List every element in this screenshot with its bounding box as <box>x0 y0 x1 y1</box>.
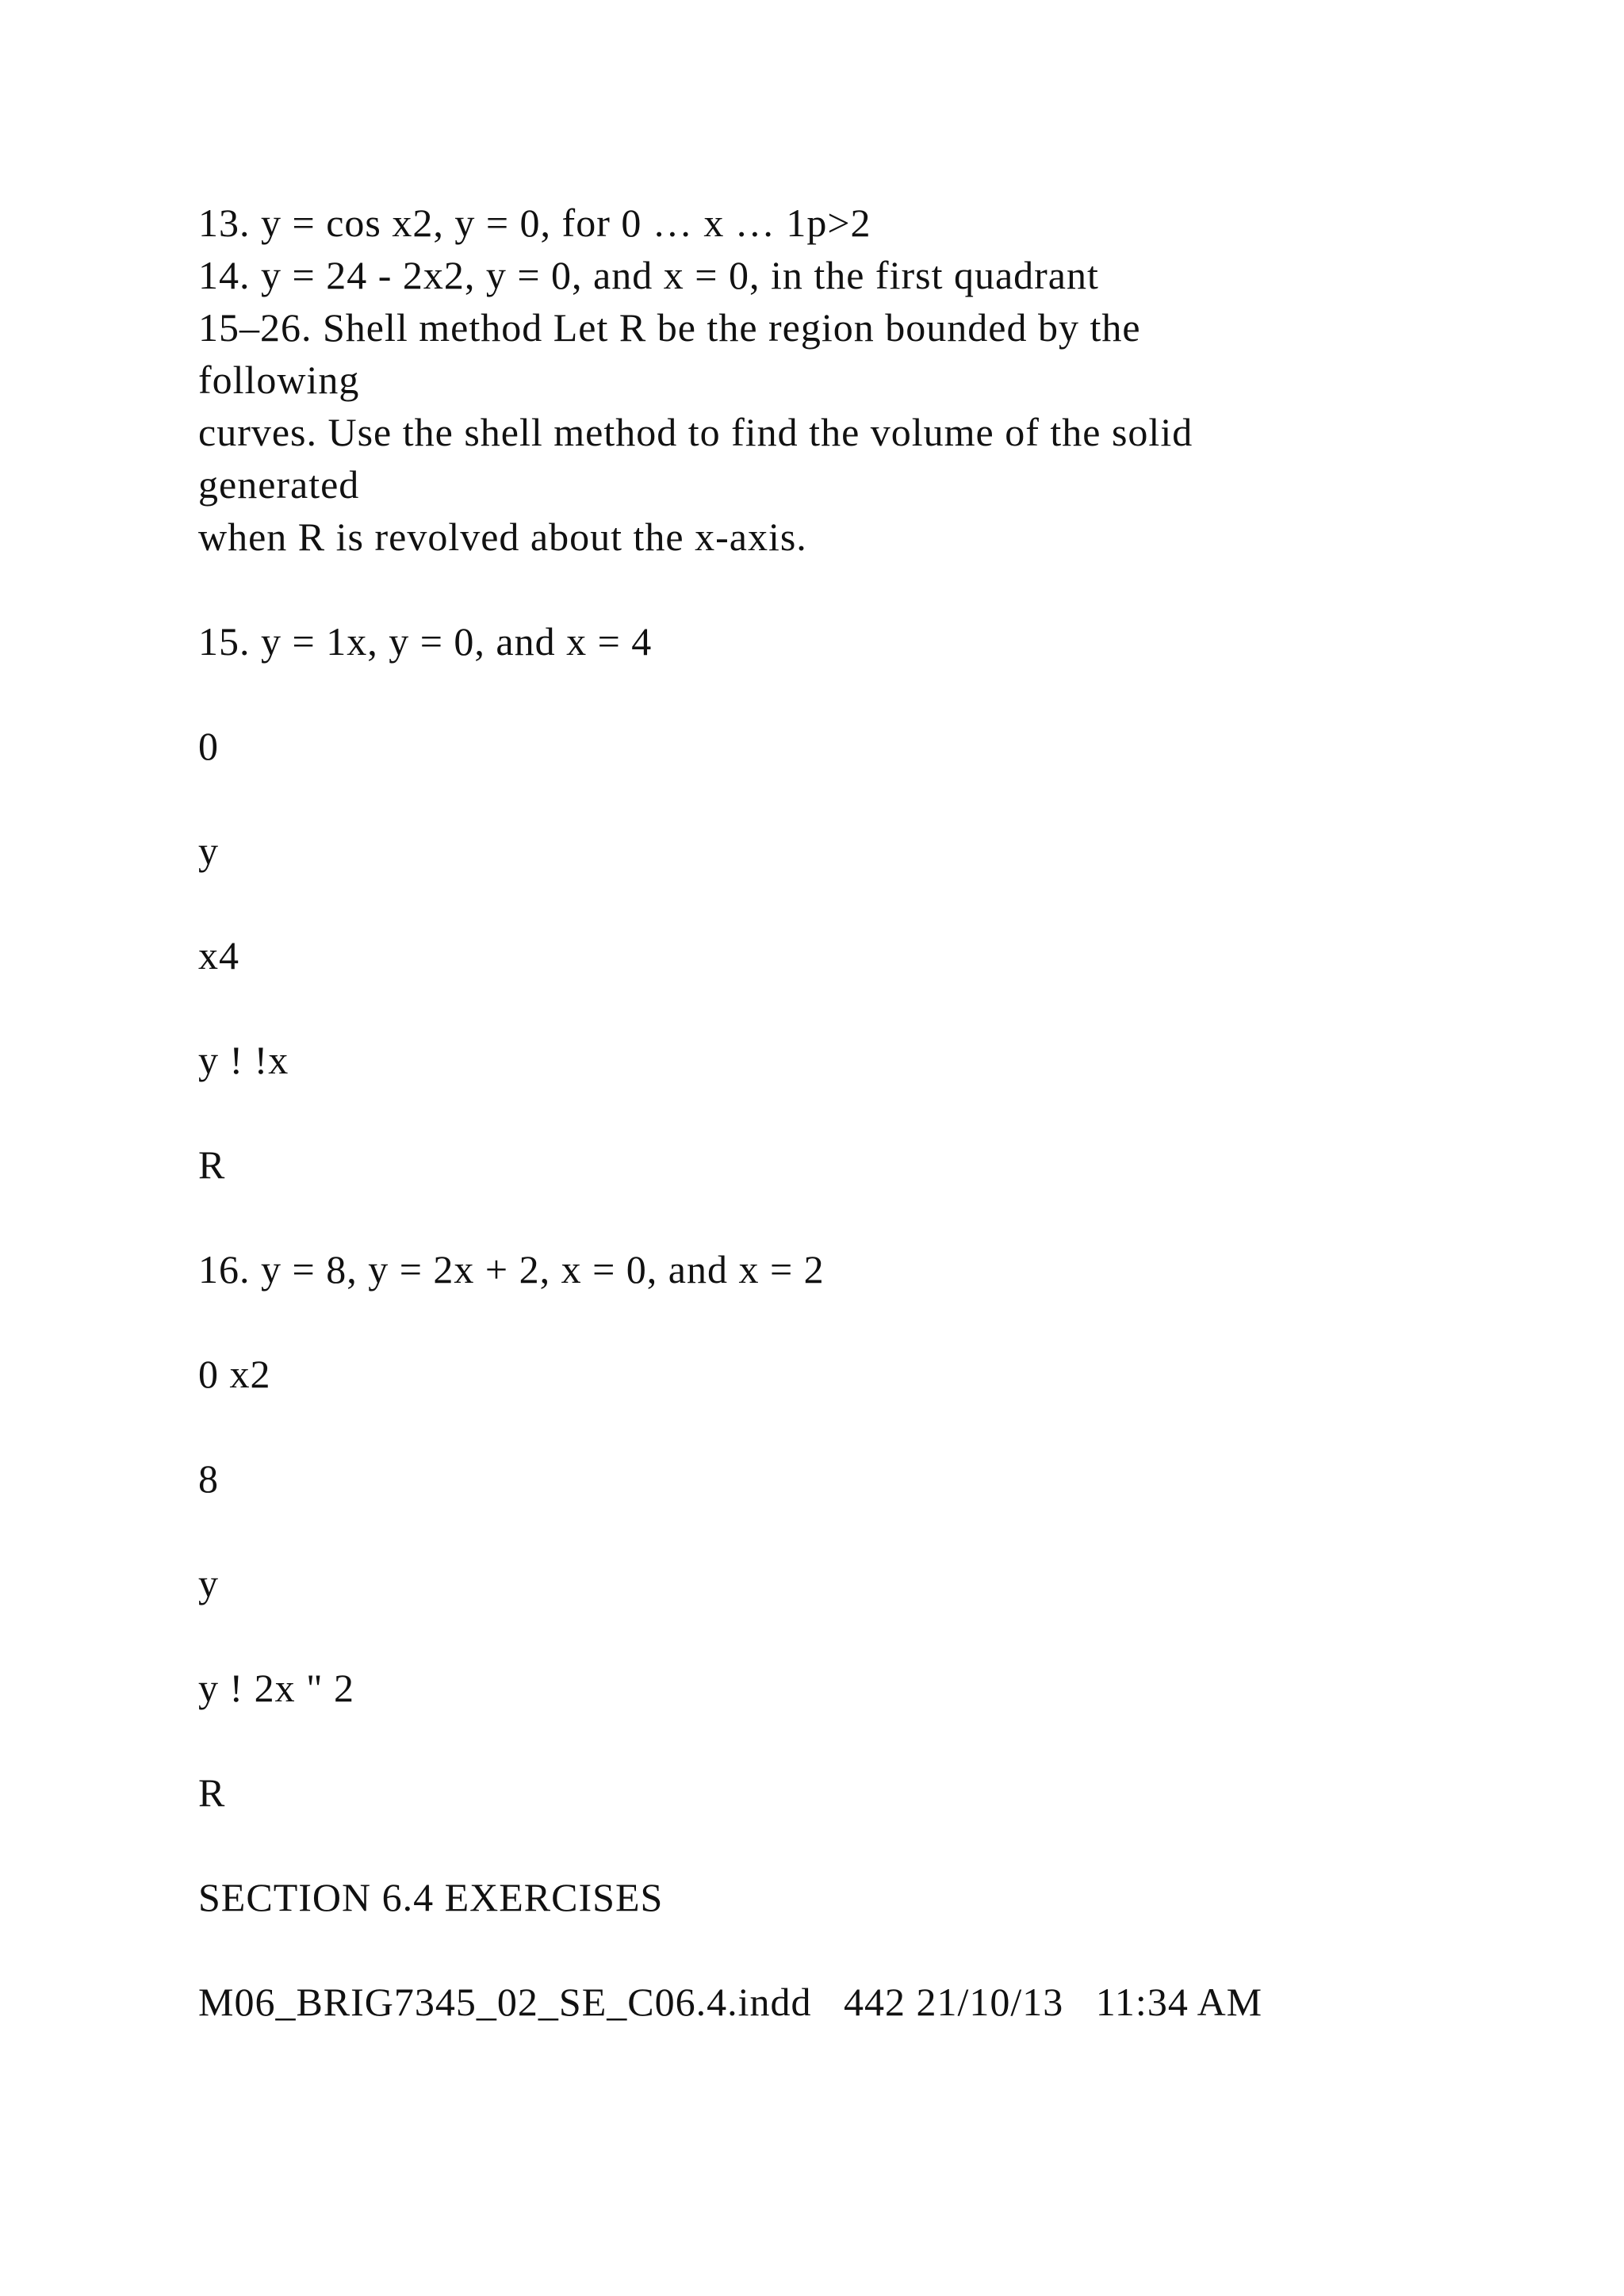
figure-label: 0 x2 <box>198 1352 271 1396</box>
instructions-line-5: when R is revolved about the x-axis. <box>198 515 807 559</box>
file-footer: M06_BRIG7345_02_SE_C06.4.indd 442 21/10/13 11:34 AM <box>198 1980 1263 2024</box>
instructions-line-2: following <box>198 358 360 402</box>
instructions-line-1: 15–26. Shell method Let R be the region bounded by the <box>198 305 1141 350</box>
instructions-line-4: generated <box>198 462 360 507</box>
figure-label: 0 <box>198 724 219 768</box>
figure-label: R <box>198 1142 226 1187</box>
exercise-15-text: 15. y = 1x, y = 0, and x = 4 <box>198 619 653 664</box>
instructions-line-3: curves. Use the shell method to find the volume of the solid <box>198 410 1193 454</box>
figure-label: y ! !x <box>198 1038 289 1082</box>
figure-label: y <box>198 828 219 873</box>
exercise-13-text: 13. y = cos x2, y = 0, for 0 … x … 1p>2 <box>198 201 871 245</box>
document-text <box>198 0 1499 2024</box>
figure-label: 8 <box>198 1456 219 1501</box>
section-heading: SECTION 6.4 EXERCISES <box>198 1875 664 1919</box>
figure-label: R <box>198 1770 226 1815</box>
figure-label: y <box>198 1561 219 1605</box>
exercise-14-text: 14. y = 24 - 2x2, y = 0, and x = 0, in the first quadrant <box>198 253 1099 297</box>
exercise-16-text: 16. y = 8, y = 2x + 2, x = 0, and x = 2 <box>198 1247 825 1292</box>
figure-label: y ! 2x " 2 <box>198 1666 355 1710</box>
figure-label: x4 <box>198 933 239 978</box>
